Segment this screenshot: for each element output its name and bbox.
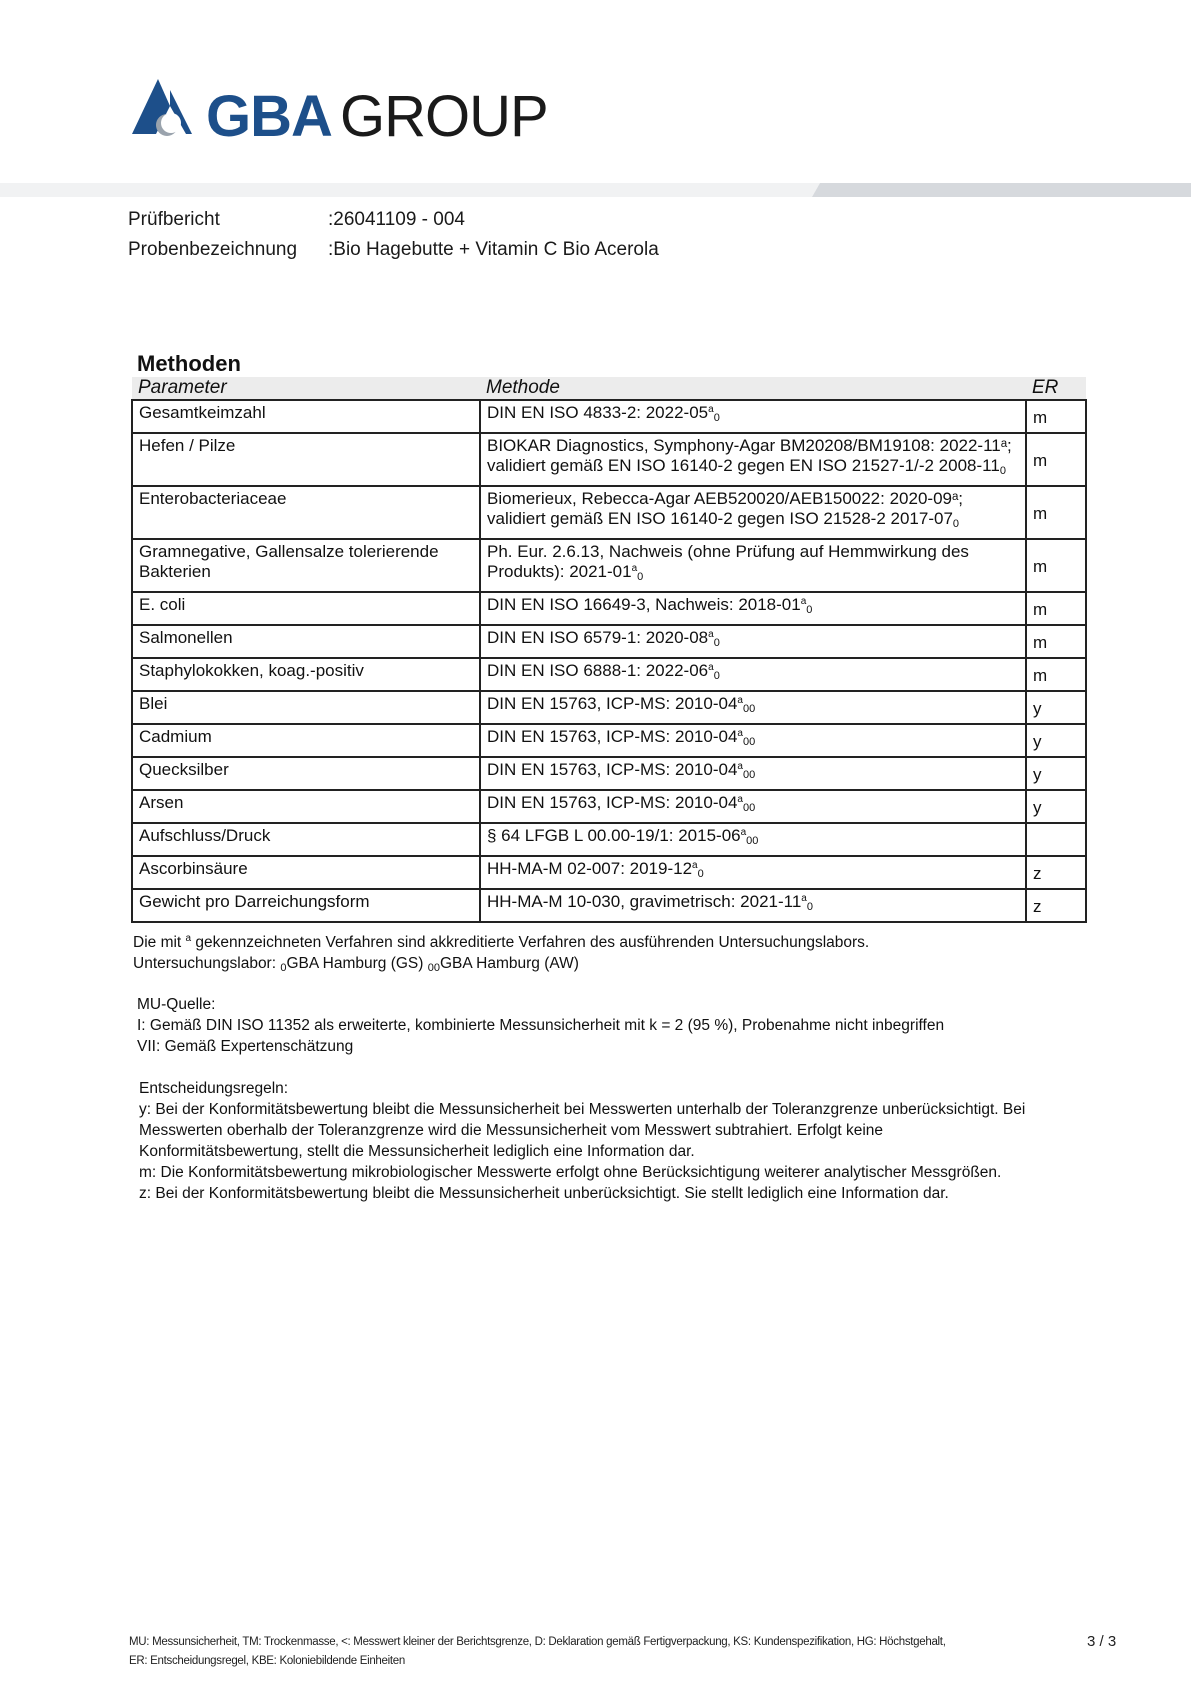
parameter-cell: Gewicht pro Darreichungsform [132, 889, 480, 922]
table-row [132, 592, 1086, 625]
method-text: § 64 LFGB L 00.00-19/1: 2015-06 [487, 826, 741, 845]
lab-index: 0 [806, 604, 813, 616]
accreditation-mark: a [737, 728, 743, 739]
lab-index: 0 [713, 637, 720, 649]
methods-table [131, 377, 1087, 923]
parameter-cell: Staphylokokken, koag.-positiv [132, 658, 480, 691]
parameter-cell: Gesamtkeimzahl [132, 400, 480, 433]
header-band [0, 183, 1191, 197]
accreditation-mark: a [740, 827, 747, 838]
method-cell [480, 433, 1026, 486]
method-cell [480, 400, 1026, 433]
method-cell [480, 486, 1026, 539]
lab-index: 00 [742, 736, 756, 748]
table-row [132, 625, 1086, 658]
table-row [132, 757, 1086, 790]
gba-group-logo [130, 76, 560, 146]
method-cell [480, 856, 1026, 889]
method-text: Biomerieux, Rebecca-Agar AEB520020/AEB150022: 2020-09ᵃ; validiert gemäß EN ISO 16140-2 gegen ISO 21528-2 2017-07 [487, 489, 964, 528]
parameter-cell: Aufschluss/Druck [132, 823, 480, 856]
decision-rules [139, 1078, 1025, 1204]
logo-text-gba: GBA [206, 84, 332, 146]
mu-title: MU-Quelle: [137, 996, 216, 1013]
table-row [132, 823, 1086, 856]
er-cell: m [1026, 433, 1086, 486]
accreditation-mark: a [801, 893, 807, 904]
er-cell: m [1026, 625, 1086, 658]
table-row [132, 433, 1086, 486]
accreditation-mark: a [631, 563, 638, 574]
er-cell: y [1026, 724, 1086, 757]
footer-line: MU: Messunsicherheit, TM: Trockenmasse, <: Messwert kleiner der Berichtsgrenze, D: Deklaration gemäß Fertigverpackung, KS: Kundenspezifikation, HG: Höchstgehalt, [129, 1636, 946, 1648]
methods-title: Methoden [137, 351, 241, 376]
footer-line: ER: Entscheidungsregel, KBE: Koloniebildende Einheiten [129, 1655, 405, 1667]
table-row [132, 724, 1086, 757]
method-text: DIN EN 15763, ICP-MS: 2010-04 [487, 760, 738, 779]
er-cell: y [1026, 691, 1086, 724]
method-cell [480, 757, 1026, 790]
er-cell: m [1026, 539, 1086, 592]
method-cell [480, 889, 1026, 922]
method-cell [480, 658, 1026, 691]
parameter-cell: Quecksilber [132, 757, 480, 790]
table-row [132, 889, 1086, 922]
rule-line: m: Die Konformitätsbewertung mikrobiologischer Messwerte erfolgt ohne Berücksichtigung weiterer analytischer Messgrößen. [139, 1164, 1002, 1181]
lab-index: 00 [742, 769, 756, 781]
logo-mark-icon [132, 79, 194, 136]
er-cell: m [1026, 592, 1086, 625]
method-text: BIOKAR Diagnostics, Symphony-Agar BM20208/BM19108: 2022-11ᵃ; validiert gemäß EN ISO 16140-2 gegen EN ISO 21527-1/-2 2008-11 [487, 436, 1012, 475]
table-row [132, 658, 1086, 691]
method-cell [480, 724, 1026, 757]
rule-line: z: Bei der Konformitätsbewertung bleibt die Messunsicherheit unberücksichtigt. Sie stellt lediglich eine Information dar. [139, 1185, 949, 1202]
lab-index: 0 [637, 571, 644, 583]
sample-name: :Bio Hagebutte + Vitamin C Bio Acerola [328, 239, 659, 260]
mu-source-notes [137, 994, 944, 1057]
accreditation-mark: a [708, 629, 714, 640]
method-cell [480, 592, 1026, 625]
lab-index: 0 [952, 518, 960, 530]
er-cell: m [1026, 658, 1086, 691]
er-cell: z [1026, 889, 1086, 922]
accreditation-notes [133, 932, 869, 979]
lab-index: 00 [742, 703, 756, 715]
header-parameter: Parameter [132, 377, 480, 400]
rule-line: Konformitätsbewertung, stellt die Messunsicherheit lediglich eine Information dar. [139, 1143, 695, 1160]
mu-line: I: Gemäß DIN ISO 11352 als erweiterte, kombinierte Messunsicherheit mit k = 2 (95 %), Probenahme nicht inbegriffen [137, 1017, 945, 1034]
sample-label: Probenbezeichnung [128, 239, 298, 260]
accreditation-mark: a [737, 794, 743, 805]
accreditation-mark: a [800, 596, 807, 607]
table-row [132, 539, 1086, 592]
accreditation-mark: a [737, 695, 743, 706]
lab-line: Untersuchungslabor: $_0$GBA Hamburg (GS) $_{00}$GBA Hamburg (AW) [133, 955, 579, 974]
lab-index: 00 [742, 802, 756, 814]
table-row [132, 400, 1086, 433]
method-cell [480, 539, 1026, 592]
parameter-cell: Ascorbinsäure [132, 856, 480, 889]
lab-index: 0 [806, 901, 813, 913]
lab-index: 0 [999, 465, 1006, 477]
table-row [132, 691, 1086, 724]
method-text: DIN EN ISO 6888-1: 2022-06 [487, 661, 709, 680]
page-number: 3 / 3 [1087, 1633, 1117, 1650]
parameter-cell: Hefen / Pilze [132, 433, 480, 486]
table-header-row [132, 377, 1086, 400]
method-text: DIN EN 15763, ICP-MS: 2010-04 [487, 727, 738, 746]
er-cell: m [1026, 400, 1086, 433]
parameter-cell: Cadmium [132, 724, 480, 757]
parameter-cell: Enterobacteriaceae [132, 486, 480, 539]
lab-index: 00 [746, 835, 759, 847]
er-cell: y [1026, 757, 1086, 790]
method-text: DIN EN 15763, ICP-MS: 2010-04 [487, 694, 738, 713]
accreditation-mark: a [708, 662, 714, 673]
parameter-cell: E. coli [132, 592, 480, 625]
method-text: DIN EN ISO 6579-1: 2020-08 [487, 628, 709, 647]
method-text: DIN EN ISO 4833-2: 2022-05 [487, 403, 709, 422]
method-cell [480, 823, 1026, 856]
header-method: Methode [480, 377, 1026, 400]
table-row [132, 790, 1086, 823]
table-row [132, 856, 1086, 889]
accreditation-line: Die mit $^a$ gekennzeichneten Verfahren sind akkreditierte Verfahren des ausführenden Untersuchungslabors. [133, 933, 870, 951]
parameter-cell: Arsen [132, 790, 480, 823]
method-text: HH-MA-M 02-007: 2019-12 [487, 859, 693, 878]
er-cell: m [1026, 486, 1086, 539]
parameter-cell: Salmonellen [132, 625, 480, 658]
mu-line: VII: Gemäß Expertenschätzung [137, 1038, 354, 1055]
report-label: Prüfbericht [128, 209, 220, 230]
er-cell [1026, 823, 1086, 856]
accreditation-mark: a [692, 860, 698, 871]
rules-title: Entscheidungsregeln: [139, 1080, 289, 1097]
method-text: DIN EN ISO 16649-3, Nachweis: 2018-01 [487, 595, 801, 614]
method-cell [480, 625, 1026, 658]
lab-index: 0 [713, 412, 720, 424]
footer-legend [129, 1633, 946, 1671]
accreditation-mark: a [708, 404, 714, 415]
method-cell [480, 790, 1026, 823]
method-text: DIN EN 15763, ICP-MS: 2010-04 [487, 793, 738, 812]
lab-index: 0 [697, 868, 704, 880]
report-number: :26041109 - 004 [328, 209, 465, 230]
method-text: HH-MA-M 10-030, gravimetrisch: 2021-11 [487, 892, 802, 911]
method-text: Ph. Eur. 2.6.13, Nachweis (ohne Prüfung auf Hemmwirkung des Produkts): 2021-01 [487, 542, 969, 581]
er-cell: y [1026, 790, 1086, 823]
header-er: ER [1026, 377, 1086, 400]
logo-text-group: GROUP [340, 84, 548, 146]
parameter-cell: Gramnegative, Gallensalze tolerierende Bakterien [132, 539, 480, 592]
method-cell [480, 691, 1026, 724]
rule-line: Messwerten oberhalb der Toleranzgrenze wird die Messunsicherheit vom Messwert subtrahiert. Erfolgt keine [139, 1122, 884, 1139]
er-cell: z [1026, 856, 1086, 889]
lab-index: 0 [713, 670, 720, 682]
parameter-cell: Blei [132, 691, 480, 724]
rule-line: y: Bei der Konformitätsbewertung bleibt die Messunsicherheit bei Messwerten unterhalb der Toleranzgrenze unberücksichtigt. Bei [139, 1101, 1026, 1118]
accreditation-mark: a [737, 761, 743, 772]
table-row [132, 486, 1086, 539]
